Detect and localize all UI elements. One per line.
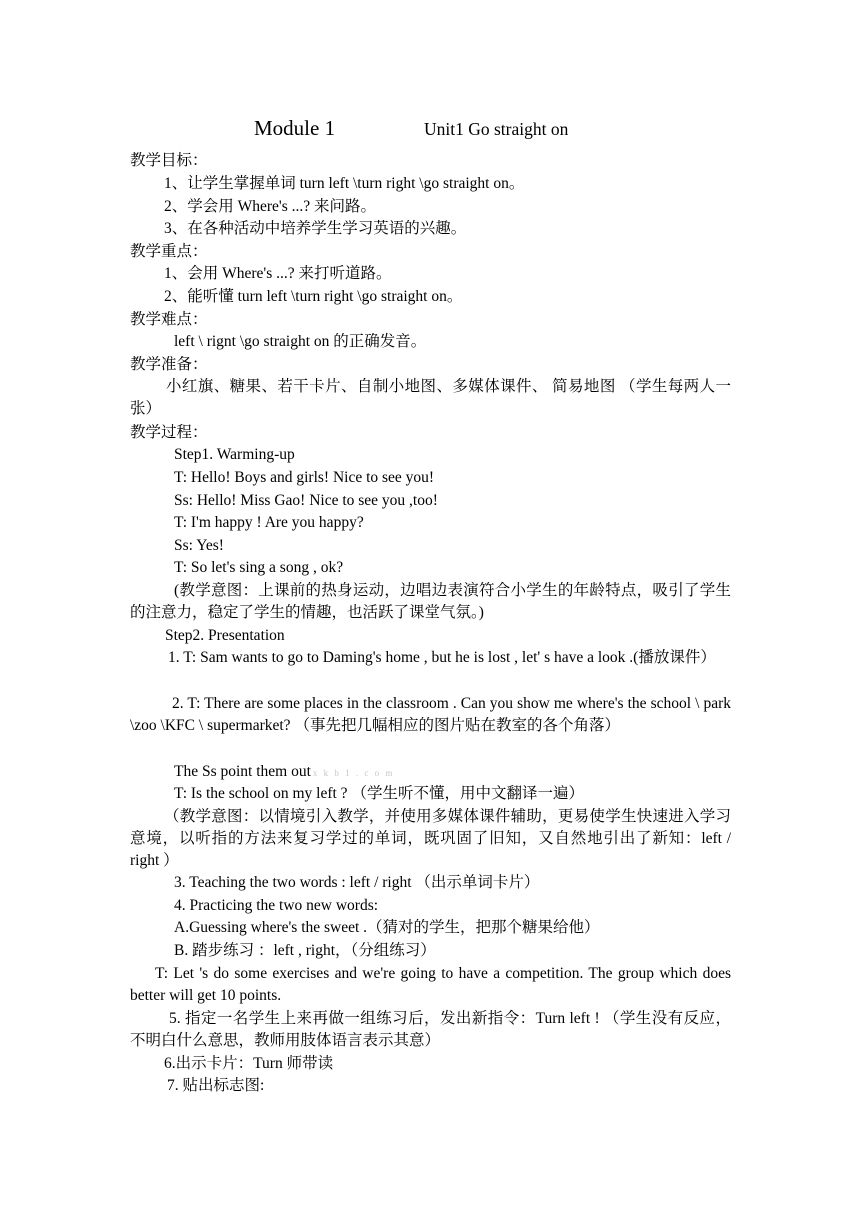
watermark: x k b 1 . c o m — [312, 768, 395, 778]
ss-point-line — [174, 761, 775, 784]
key-points-heading: 教学重点： — [130, 243, 208, 260]
preparation-heading: 教学准备： — [130, 356, 208, 373]
step1-line-5: T: So let's sing a song , ok? — [174, 559, 344, 576]
unit-title: Unit1 Go straight on — [424, 119, 569, 139]
step2-note: （教学意图：以情境引入教学，并使用多媒体课件辅助，更易使学生快速进入学习意境，以听指的方法来复习学过的单词，既巩固了旧知，又自然地引出了新知：left / right ） — [130, 808, 731, 869]
step2-item-1: 1. T: Sam wants to go to Daming's home , but he is lost , let' s have a look .(播放课件） — [168, 649, 716, 666]
step1-line-2: Ss: Hello! Miss Gao! Nice to see you ,too! — [174, 492, 438, 509]
step1-line-4: Ss: Yes! — [174, 537, 224, 554]
goal-item-2: 2、学会用 Where's ...? 来问路。 — [164, 198, 377, 215]
step2-item-3: 3. Teaching the two words : left / right （出示单词卡片） — [174, 874, 540, 891]
key-point-item-1: 1、会用 Where's ...? 来打听道路。 — [164, 265, 392, 282]
step2-item-2: 2. T: There are some places in the classroom . Can you show me where's the school \ park \zoo \KFC \ supermarket? （事先把几幅相应的图片贴在教室的各个角落） — [130, 695, 731, 734]
step1-title: Step1. Warming-up — [174, 446, 295, 463]
preparation-text: 小红旗、糖果、若干卡片、自制小地图、多媒体课件、 简易地图 （学生每两人一张） — [130, 378, 731, 417]
key-point-item-2: 2、能听懂 turn left \turn right \go straight on。 — [164, 288, 463, 305]
step1-line-1: T: Hello! Boys and girls! Nice to see you! — [174, 469, 435, 486]
difficulties-heading: 教学难点： — [130, 311, 208, 328]
is-school-line: T: Is the school on my left ? （学生听不懂，用中文翻译一遍） — [174, 785, 584, 802]
process-heading: 教学过程： — [130, 424, 208, 441]
step2-item-4b: B. 踏步练习 ：left , right，（分组练习） — [174, 942, 436, 959]
goal-item-3: 3、在各种活动中培养学生学习英语的兴趣。 — [164, 220, 467, 237]
step2-item-6: 6.出示卡片：Turn 师带读 — [164, 1055, 334, 1072]
goal-item-1: 1、让学生掌握单词 turn left \turn right \go straight on。 — [164, 175, 525, 192]
ss-point-text: The Ss point them out — [174, 763, 311, 780]
module-title: Module 1 — [254, 116, 336, 140]
step2-item-5: 5. 指定一名学生上来再做一组练习后，发出新指令：Turn left ! （学生没有反应，不明白什么意思，教师用肢体语言表示其意） — [130, 1010, 731, 1049]
step2-title: Step2. Presentation — [165, 627, 285, 644]
step1-line-3: T: I'm happy ! Are you happy? — [174, 514, 364, 531]
difficulties-text: left \ rignt \go straight on 的正确发音。 — [174, 333, 427, 350]
step1-note: (教学意图：上课前的热身运动，边唱边表演符合小学生的年龄特点，吸引了学生的注意力，稳定了学生的情趣，也活跃了课堂气氛。) — [130, 582, 731, 621]
competition-text: T: Let 's do some exercises and we're going to have a competition. The group which does better will get 10 points. — [130, 965, 731, 1004]
step2-item-4: 4. Practicing the two new words: — [174, 897, 379, 914]
step2-item-7: 7. 贴出标志图: — [167, 1077, 265, 1094]
goals-heading: 教学目标： — [130, 152, 208, 169]
step2-item-4a: A.Guessing where's the sweet .（猜对的学生，把那个糖果给他） — [174, 919, 600, 936]
